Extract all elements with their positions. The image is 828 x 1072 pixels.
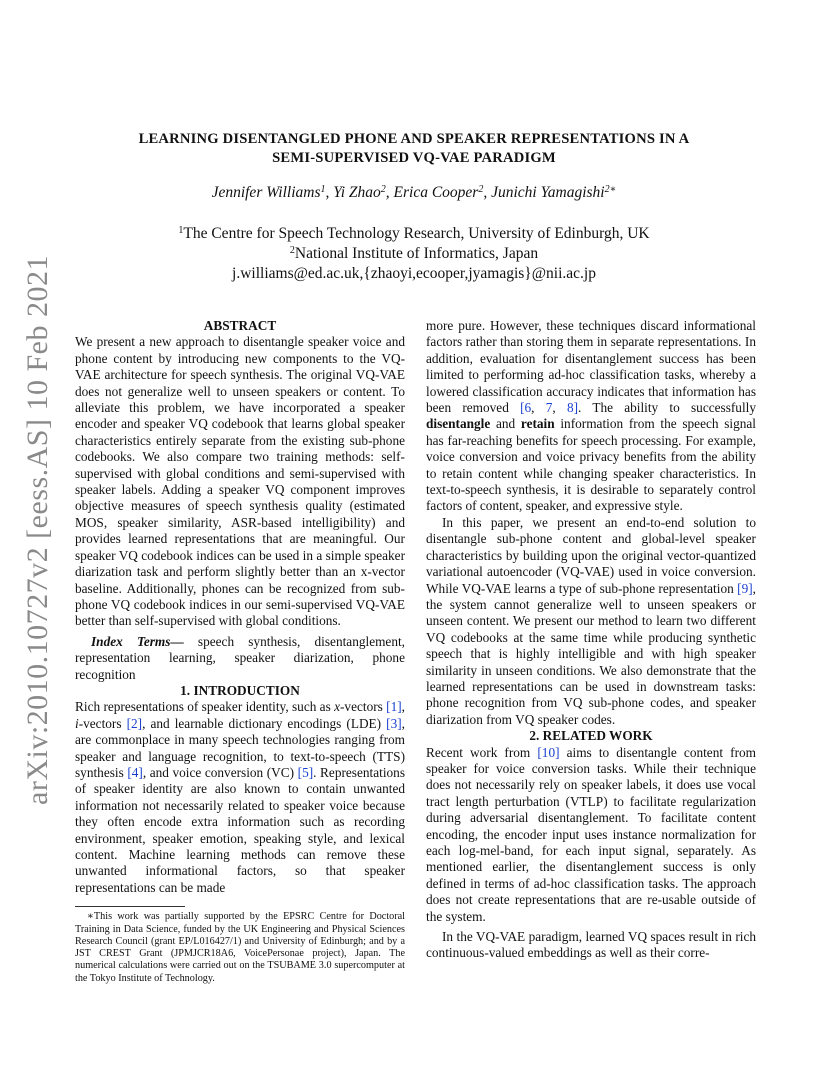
author-4-mark: 2∗ — [604, 184, 617, 195]
title-line-1: LEARNING DISENTANGLED PHONE AND SPEAKER REPRESENTATIONS IN A — [138, 131, 690, 147]
affiliation-2-text: National Institute of Informatics, Japan — [294, 245, 539, 262]
citation-7[interactable]: 7 — [545, 400, 553, 416]
index-terms-label: Index Terms— — [91, 633, 184, 649]
right-column — [426, 318, 756, 962]
author-1: Jennifer Williams — [211, 184, 321, 201]
author-2: Yi Zhao — [333, 184, 381, 201]
author-list — [80, 184, 748, 202]
arxiv-stamp — [18, 255, 58, 805]
section-1-heading: 1. INTRODUCTION — [180, 682, 300, 698]
related-work-paragraph-1: Recent work from [10] aims to disentangle content from speaker for voice conversion tasks. While their technique does not necessarily rely on speaker labels, it does use vocal tract length perturbation (VTLP) to facilitate regularization during adversarial disentanglement. To facilitate content encoding, the encoder input uses instance normalization for each log-mel-band, for each input signal, separately. As mentioned earlier, the disentanglement success is only defined in terms of ad-hoc classification tasks. The approach does not create representations that are re-usable outside of the system. — [426, 744, 756, 924]
affiliation-1 — [80, 224, 748, 244]
intro-paragraph-2: In this paper, we present an end-to-end solution to disentangle sub-phone content and global-level speaker characteristics by building upon the original vector-quantized variational autoencoder (VQ-VAE) used in voice conversion. While VQ-VAE learns a type of sub-phone representation [9], the system cannot generalize well to unseen speakers or unseen content. We present our method to learn two different VQ codebooks at the same time while producing synthetic speech that is highly intelligible and with high speaker similarity in unseen conditions. We also demonstrate that the learned representations can be used in downstream tasks: phone recognition from VQ sub-phone codes, and speaker diarization from VQ speaker codes. — [426, 514, 756, 727]
affiliation-1-mark: 1 — [178, 225, 184, 236]
abstract-text: We present a new approach to disentangle speaker voice and phone content by introducing new components to the VQ-VAE architecture for speech synthesis. The original VQ-VAE does not generalize well to unseen speakers or content. To alleviate this problem, we have incorporated a speaker encoder and speaker VQ codebook that learns global speaker characteristics entirely separate from the existing sub-phone codebooks. We also compare two training methods: self-supervised with global conditions and semi-supervised with speaker labels. Adding a speaker VQ component improves objective measures of speech synthesis quality (estimated MOS, speaker similarity, ASR-based intelligibility) and provides learned representations that are meaningful. Our speaker VQ codebook indices can be used in a simple speaker diarization task and perform slightly better than an x-vector baseline. Additionally, phones can be recognized from sub-phone VQ codebook indices in our semi-supervised VQ-VAE better than self-supervised with global conditions. — [75, 334, 405, 629]
citation-4[interactable]: [4] — [127, 764, 143, 780]
index-terms — [75, 634, 405, 683]
abstract-heading: ABSTRACT — [203, 318, 277, 333]
affiliation-2 — [80, 244, 748, 264]
author-sep: , — [385, 184, 394, 201]
author-sep: , — [325, 184, 334, 201]
author-sep: , — [483, 184, 492, 201]
title-line-2: SEMI-SUPERVISED VQ-VAE PARADIGM — [272, 150, 556, 166]
section-1-paragraph: Rich representations of speaker identity, such as x-vectors [1], i-vectors [2], and learnable dictionary encodings (LDE) [3], are commonplace in many speech technologies ranging from speaker and language recognition, to text-to-speech (TTS) synthesis [4], and voice conversion (VC) [5]. Representations of speaker identity are also known to contain unwanted information not necessarily related to speaker voice because they often encode extra information such as recording environment, speaker emotion, speaking style, and lexical content. Machine learning methods can remove these unwanted informational factors, so that speaker representations can be made — [75, 699, 405, 895]
author-3: Erica Cooper — [393, 184, 479, 201]
intro-continued-paragraph: more pure. However, these techniques discard informational factors rather than storing them in separate representations. In addition, evaluation for disentanglement success has been limited to performing ad-hoc classification tasks, whereby a lowered classification accuracy indicates that information has been removed [6, 7, 8]. The ability to successfully disentangle and retain information from the speech signal has far-reaching benefits for speech processing. For example, voice conversion and voice privacy benefits from the ability to retain content while changing speaker characteristics. In text-to-speech synthesis, it is desirable to separately control factors of content, speaker, and expressive style. — [426, 318, 756, 514]
author-1-mark: 1 — [320, 184, 326, 195]
affiliation-1-text: The Centre for Speech Technology Research, University of Edinburgh, UK — [183, 225, 650, 242]
index-terms-text: speech synthesis, disentanglement, representation learning, speaker diarization, phone recognition — [75, 633, 406, 682]
author-2-mark: 2 — [380, 184, 386, 195]
citation-1[interactable]: [1] — [386, 699, 402, 715]
arxiv-identifier: arXiv:2010.10727v2 [eess.AS] 10 Feb 2021 — [21, 255, 55, 805]
author-4: Junichi Yamagishi — [491, 184, 605, 201]
citation-3[interactable]: [3] — [386, 715, 402, 731]
section-2-heading: 2. RELATED WORK — [529, 728, 653, 744]
footnote-divider — [75, 906, 185, 907]
affiliation-2-mark: 2 — [289, 245, 295, 256]
citation-6[interactable]: [6 — [520, 400, 532, 416]
left-column — [75, 318, 405, 985]
footnote: ∗This work was partially supported by the EPSRC Centre for Doctoral Training in Data Science, funded by the UK Engineering and Physical Sciences Research Council (grant EP/L016427/1) and University of Edinburgh; and by a JST CREST Grant (JPMJCR18A6, VoicePersonae project), Japan. The numerical calculations were carried out on the TSUBAME 3.0 supercomputer at the Tokyo Institute of Technology. — [75, 911, 405, 984]
citation-2[interactable]: [2] — [126, 715, 143, 731]
related-work-paragraph-2: In the VQ-VAE paradigm, learned VQ spaces result in rich continuous-valued embeddings as well as their corre- — [426, 929, 756, 961]
author-3-mark: 2 — [478, 184, 484, 195]
author-emails: j.williams@ed.ac.uk,{zhaoyi,ecooper,jyamagis}@nii.ac.jp — [232, 265, 596, 282]
citation-10[interactable]: [10] — [537, 744, 560, 760]
citation-8[interactable]: 8] — [566, 400, 579, 416]
citation-9[interactable]: [9] — [737, 580, 753, 596]
paper-title — [80, 130, 748, 168]
citation-5[interactable]: [5] — [297, 764, 314, 780]
affiliations — [80, 224, 748, 284]
